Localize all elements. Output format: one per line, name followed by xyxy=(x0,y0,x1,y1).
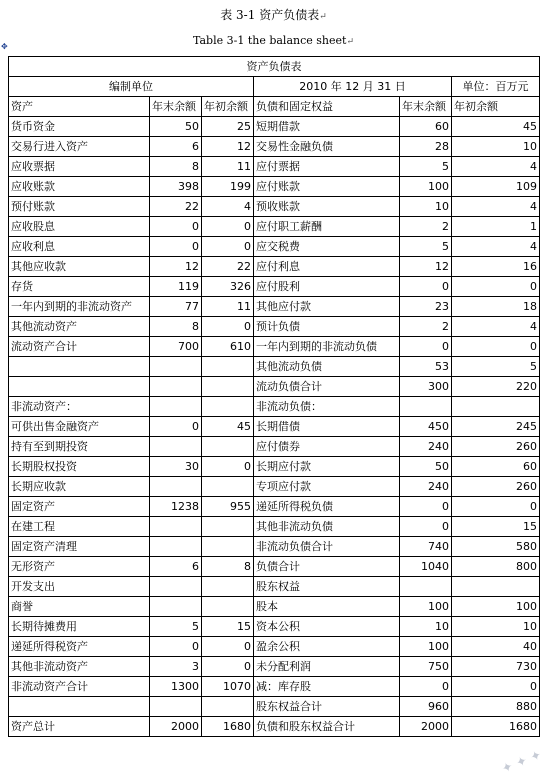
asset-end-cell: 398 xyxy=(150,177,202,197)
table-row xyxy=(9,677,540,697)
liability-end-cell: 1040 xyxy=(400,557,452,577)
asset-end-cell xyxy=(150,537,202,557)
table-row xyxy=(9,157,540,177)
asset-end-cell: 22 xyxy=(150,197,202,217)
table-row xyxy=(9,257,540,277)
asset-begin-cell: 0 xyxy=(202,657,254,677)
asset-name-cell: 其他应收款 xyxy=(9,257,150,277)
asset-begin-cell xyxy=(202,357,254,377)
table-row xyxy=(9,357,540,377)
liability-begin-cell: 730 xyxy=(452,657,540,677)
asset-begin-cell xyxy=(202,537,254,557)
liability-name-cell: 应付利息 xyxy=(254,257,400,277)
liability-end-cell: 0 xyxy=(400,497,452,517)
asset-name-cell xyxy=(9,697,150,717)
liability-begin-cell: 800 xyxy=(452,557,540,577)
liability-begin-cell: 0 xyxy=(452,677,540,697)
table-row xyxy=(9,717,540,737)
liability-name-cell: 预收账款 xyxy=(254,197,400,217)
liability-name-cell: 股本 xyxy=(254,597,400,617)
liability-end-cell: 0 xyxy=(400,277,452,297)
asset-name-cell xyxy=(9,357,150,377)
table-row xyxy=(9,397,540,417)
liability-begin-cell: 45 xyxy=(452,117,540,137)
table-row xyxy=(9,177,540,197)
liability-begin-cell: 109 xyxy=(452,177,540,197)
asset-begin-cell xyxy=(202,477,254,497)
liability-name-cell: 应付股利 xyxy=(254,277,400,297)
asset-name-cell: 存货 xyxy=(9,277,150,297)
liability-name-cell: 预计负债 xyxy=(254,317,400,337)
liability-end-cell: 12 xyxy=(400,257,452,277)
unit-label: 编制单位 xyxy=(9,77,254,97)
liability-begin-cell: 60 xyxy=(452,457,540,477)
header-row xyxy=(9,97,540,117)
asset-begin-cell xyxy=(202,377,254,397)
liability-begin-cell: 245 xyxy=(452,417,540,437)
liability-name-cell: 未分配利润 xyxy=(254,657,400,677)
asset-end-cell: 0 xyxy=(150,637,202,657)
asset-begin-cell: 1070 xyxy=(202,677,254,697)
asset-begin-cell: 0 xyxy=(202,637,254,657)
asset-name-cell: 应收账款 xyxy=(9,177,150,197)
asset-end-cell: 0 xyxy=(150,417,202,437)
header-liabilities: 负债和固定权益 xyxy=(254,97,400,117)
liability-name-cell: 应交税费 xyxy=(254,237,400,257)
asset-begin-cell: 8 xyxy=(202,557,254,577)
liability-end-cell: 750 xyxy=(400,657,452,677)
asset-begin-cell: 15 xyxy=(202,617,254,637)
liability-name-cell: 长期应付款 xyxy=(254,457,400,477)
asset-end-cell xyxy=(150,577,202,597)
asset-end-cell: 0 xyxy=(150,237,202,257)
liability-name-cell: 资本公积 xyxy=(254,617,400,637)
asset-end-cell: 12 xyxy=(150,257,202,277)
liability-begin-cell: 1680 xyxy=(452,717,540,737)
liability-begin-cell: 15 xyxy=(452,517,540,537)
table-row xyxy=(9,297,540,317)
liability-begin-cell: 5 xyxy=(452,357,540,377)
asset-name-cell: 非流动资产合计 xyxy=(9,677,150,697)
liability-end-cell: 28 xyxy=(400,137,452,157)
liability-name-cell: 其他应付款 xyxy=(254,297,400,317)
liability-name-cell: 减：库存股 xyxy=(254,677,400,697)
liability-begin-cell: 1 xyxy=(452,217,540,237)
asset-end-cell xyxy=(150,517,202,537)
liability-name-cell: 股东权益合计 xyxy=(254,697,400,717)
asset-begin-cell: 22 xyxy=(202,257,254,277)
liability-begin-cell: 0 xyxy=(452,497,540,517)
liability-begin-cell: 220 xyxy=(452,377,540,397)
liability-name-cell: 非流动负债合计 xyxy=(254,537,400,557)
asset-end-cell xyxy=(150,357,202,377)
asset-name-cell xyxy=(9,377,150,397)
asset-begin-cell: 326 xyxy=(202,277,254,297)
table-row xyxy=(9,477,540,497)
asset-begin-cell xyxy=(202,697,254,717)
table-row xyxy=(9,197,540,217)
table-row xyxy=(9,497,540,517)
asset-end-cell: 50 xyxy=(150,117,202,137)
liability-begin-cell: 4 xyxy=(452,317,540,337)
asset-name-cell: 流动资产合计 xyxy=(9,337,150,357)
asset-name-cell: 交易行进入资产 xyxy=(9,137,150,157)
liability-begin-cell: 4 xyxy=(452,197,540,217)
table-row xyxy=(9,457,540,477)
liability-name-cell: 应付账款 xyxy=(254,177,400,197)
liability-end-cell: 60 xyxy=(400,117,452,137)
asset-end-cell: 6 xyxy=(150,137,202,157)
asset-name-cell: 货币资金 xyxy=(9,117,150,137)
liability-end-cell xyxy=(400,577,452,597)
asset-begin-cell: 4 xyxy=(202,197,254,217)
asset-begin-cell: 955 xyxy=(202,497,254,517)
asset-name-cell: 递延所得税资产 xyxy=(9,637,150,657)
liability-name-cell: 盈余公积 xyxy=(254,637,400,657)
liability-end-cell: 53 xyxy=(400,357,452,377)
header-assets: 资产 xyxy=(9,97,150,117)
liability-begin-cell: 0 xyxy=(452,337,540,357)
header-assets-begin: 年初余额 xyxy=(202,97,254,117)
asset-end-cell: 6 xyxy=(150,557,202,577)
asset-end-cell: 0 xyxy=(150,217,202,237)
caption-en-text: Table 3-1 the balance sheet xyxy=(193,34,347,47)
table-row xyxy=(9,577,540,597)
caption-zh-text: 表 3-1 资产负债表 xyxy=(220,8,320,22)
liability-name-cell: 专项应付款 xyxy=(254,477,400,497)
liability-name-cell: 应付票据 xyxy=(254,157,400,177)
asset-name-cell: 应收股息 xyxy=(9,217,150,237)
table-row xyxy=(9,637,540,657)
asset-name-cell: 应收票据 xyxy=(9,157,150,177)
liability-name-cell: 长期借债 xyxy=(254,417,400,437)
caption-en xyxy=(0,34,547,47)
asset-begin-cell: 45 xyxy=(202,417,254,437)
asset-begin-cell: 0 xyxy=(202,457,254,477)
liability-end-cell: 960 xyxy=(400,697,452,717)
liability-end-cell: 2 xyxy=(400,217,452,237)
asset-begin-cell: 1680 xyxy=(202,717,254,737)
asset-begin-cell xyxy=(202,397,254,417)
liability-end-cell: 300 xyxy=(400,377,452,397)
liability-end-cell: 2000 xyxy=(400,717,452,737)
asset-end-cell: 1300 xyxy=(150,677,202,697)
currency-unit: 单位：百万元 xyxy=(452,77,540,97)
asset-end-cell xyxy=(150,437,202,457)
asset-begin-cell: 11 xyxy=(202,297,254,317)
sheet-date: 2010 年 12 月 31 日 xyxy=(254,77,452,97)
liability-end-cell: 740 xyxy=(400,537,452,557)
liability-begin-cell xyxy=(452,397,540,417)
asset-end-cell: 77 xyxy=(150,297,202,317)
liability-name-cell: 非流动负债： xyxy=(254,397,400,417)
asset-end-cell xyxy=(150,697,202,717)
table-anchor-icon[interactable]: ✥ xyxy=(1,42,8,51)
asset-begin-cell: 0 xyxy=(202,317,254,337)
asset-name-cell: 无形资产 xyxy=(9,557,150,577)
table-row xyxy=(9,517,540,537)
asset-begin-cell xyxy=(202,597,254,617)
liability-begin-cell: 4 xyxy=(452,157,540,177)
header-liab-end: 年末余额 xyxy=(400,97,452,117)
table-row xyxy=(9,277,540,297)
asset-end-cell xyxy=(150,477,202,497)
liability-name-cell: 其他非流动负债 xyxy=(254,517,400,537)
paragraph-mark: ↵ xyxy=(346,37,354,47)
liability-begin-cell: 16 xyxy=(452,257,540,277)
asset-name-cell: 长期待摊费用 xyxy=(9,617,150,637)
liability-end-cell: 23 xyxy=(400,297,452,317)
asset-name-cell: 长期应收款 xyxy=(9,477,150,497)
asset-begin-cell: 199 xyxy=(202,177,254,197)
liability-end-cell: 10 xyxy=(400,617,452,637)
table-row xyxy=(9,537,540,557)
liability-begin-cell: 4 xyxy=(452,237,540,257)
sheet-title: 资产负债表 xyxy=(9,57,540,77)
header-liab-begin: 年初余额 xyxy=(452,97,540,117)
sheet-meta-row xyxy=(9,77,540,97)
paragraph-mark: ↵ xyxy=(319,12,327,22)
asset-begin-cell: 25 xyxy=(202,117,254,137)
liability-name-cell: 递延所得税负债 xyxy=(254,497,400,517)
header-assets-end: 年末余额 xyxy=(150,97,202,117)
asset-end-cell: 8 xyxy=(150,317,202,337)
liability-end-cell: 50 xyxy=(400,457,452,477)
asset-end-cell xyxy=(150,597,202,617)
asset-end-cell: 5 xyxy=(150,617,202,637)
asset-end-cell: 119 xyxy=(150,277,202,297)
liability-begin-cell: 10 xyxy=(452,617,540,637)
asset-name-cell: 长期股权投资 xyxy=(9,457,150,477)
asset-end-cell: 30 xyxy=(150,457,202,477)
asset-name-cell: 其他非流动资产 xyxy=(9,657,150,677)
caption-zh xyxy=(0,6,547,23)
table-row xyxy=(9,337,540,357)
liability-end-cell: 2 xyxy=(400,317,452,337)
table-row xyxy=(9,597,540,617)
asset-end-cell xyxy=(150,397,202,417)
table-row xyxy=(9,317,540,337)
liability-end-cell: 10 xyxy=(400,197,452,217)
table-row xyxy=(9,117,540,137)
asset-begin-cell: 0 xyxy=(202,237,254,257)
asset-begin-cell: 12 xyxy=(202,137,254,157)
liability-begin-cell: 580 xyxy=(452,537,540,557)
liability-end-cell: 0 xyxy=(400,517,452,537)
liability-name-cell: 负债和股东权益合计 xyxy=(254,717,400,737)
asset-name-cell: 其他流动资产 xyxy=(9,317,150,337)
asset-name-cell: 应收利息 xyxy=(9,237,150,257)
liability-name-cell: 其他流动负债 xyxy=(254,357,400,377)
table-row xyxy=(9,657,540,677)
asset-end-cell: 3 xyxy=(150,657,202,677)
liability-name-cell: 短期借款 xyxy=(254,117,400,137)
asset-begin-cell xyxy=(202,437,254,457)
liability-begin-cell: 40 xyxy=(452,637,540,657)
liability-begin-cell: 18 xyxy=(452,297,540,317)
table-row xyxy=(9,217,540,237)
table-row xyxy=(9,377,540,397)
asset-name-cell: 开发支出 xyxy=(9,577,150,597)
liability-name-cell: 应付职工薪酬 xyxy=(254,217,400,237)
liability-begin-cell: 260 xyxy=(452,477,540,497)
table-row xyxy=(9,557,540,577)
liability-end-cell: 240 xyxy=(400,437,452,457)
asset-name-cell: 商誉 xyxy=(9,597,150,617)
asset-name-cell: 固定资产 xyxy=(9,497,150,517)
liability-end-cell: 240 xyxy=(400,477,452,497)
asset-name-cell: 预付账款 xyxy=(9,197,150,217)
liability-begin-cell: 10 xyxy=(452,137,540,157)
liability-end-cell: 100 xyxy=(400,597,452,617)
table-row xyxy=(9,237,540,257)
asset-begin-cell: 0 xyxy=(202,217,254,237)
liability-begin-cell: 100 xyxy=(452,597,540,617)
asset-begin-cell xyxy=(202,517,254,537)
liability-begin-cell xyxy=(452,577,540,597)
liability-end-cell: 450 xyxy=(400,417,452,437)
asset-end-cell: 8 xyxy=(150,157,202,177)
balance-sheet-table xyxy=(8,56,540,737)
asset-name-cell: 资产总计 xyxy=(9,717,150,737)
table-row xyxy=(9,437,540,457)
liability-end-cell: 0 xyxy=(400,337,452,357)
liability-name-cell: 应付债券 xyxy=(254,437,400,457)
asset-name-cell: 一年内到期的非流动资产 xyxy=(9,297,150,317)
asset-end-cell: 2000 xyxy=(150,717,202,737)
liability-begin-cell: 260 xyxy=(452,437,540,457)
liability-end-cell: 100 xyxy=(400,177,452,197)
liability-end-cell: 0 xyxy=(400,677,452,697)
liability-begin-cell: 0 xyxy=(452,277,540,297)
asset-name-cell: 固定资产清理 xyxy=(9,537,150,557)
table-row xyxy=(9,697,540,717)
liability-name-cell: 交易性金融负债 xyxy=(254,137,400,157)
sheet-title-row xyxy=(9,57,540,77)
table-row xyxy=(9,417,540,437)
liability-end-cell: 5 xyxy=(400,237,452,257)
asset-name-cell: 非流动资产： xyxy=(9,397,150,417)
liability-end-cell xyxy=(400,397,452,417)
asset-begin-cell xyxy=(202,577,254,597)
table-row xyxy=(9,137,540,157)
liability-name-cell: 一年内到期的非流动负债 xyxy=(254,337,400,357)
liability-name-cell: 股东权益 xyxy=(254,577,400,597)
asset-end-cell: 700 xyxy=(150,337,202,357)
liability-name-cell: 负债合计 xyxy=(254,557,400,577)
asset-end-cell: 1238 xyxy=(150,497,202,517)
asset-end-cell xyxy=(150,377,202,397)
asset-begin-cell: 11 xyxy=(202,157,254,177)
liability-end-cell: 100 xyxy=(400,637,452,657)
asset-name-cell: 在建工程 xyxy=(9,517,150,537)
asset-begin-cell: 610 xyxy=(202,337,254,357)
liability-begin-cell: 880 xyxy=(452,697,540,717)
liability-end-cell: 5 xyxy=(400,157,452,177)
asset-name-cell: 持有至到期投资 xyxy=(9,437,150,457)
liability-name-cell: 流动负债合计 xyxy=(254,377,400,397)
table-row xyxy=(9,617,540,637)
site-watermark: ✦ ✦ ✦ xyxy=(499,747,545,777)
asset-name-cell: 可供出售金融资产 xyxy=(9,417,150,437)
